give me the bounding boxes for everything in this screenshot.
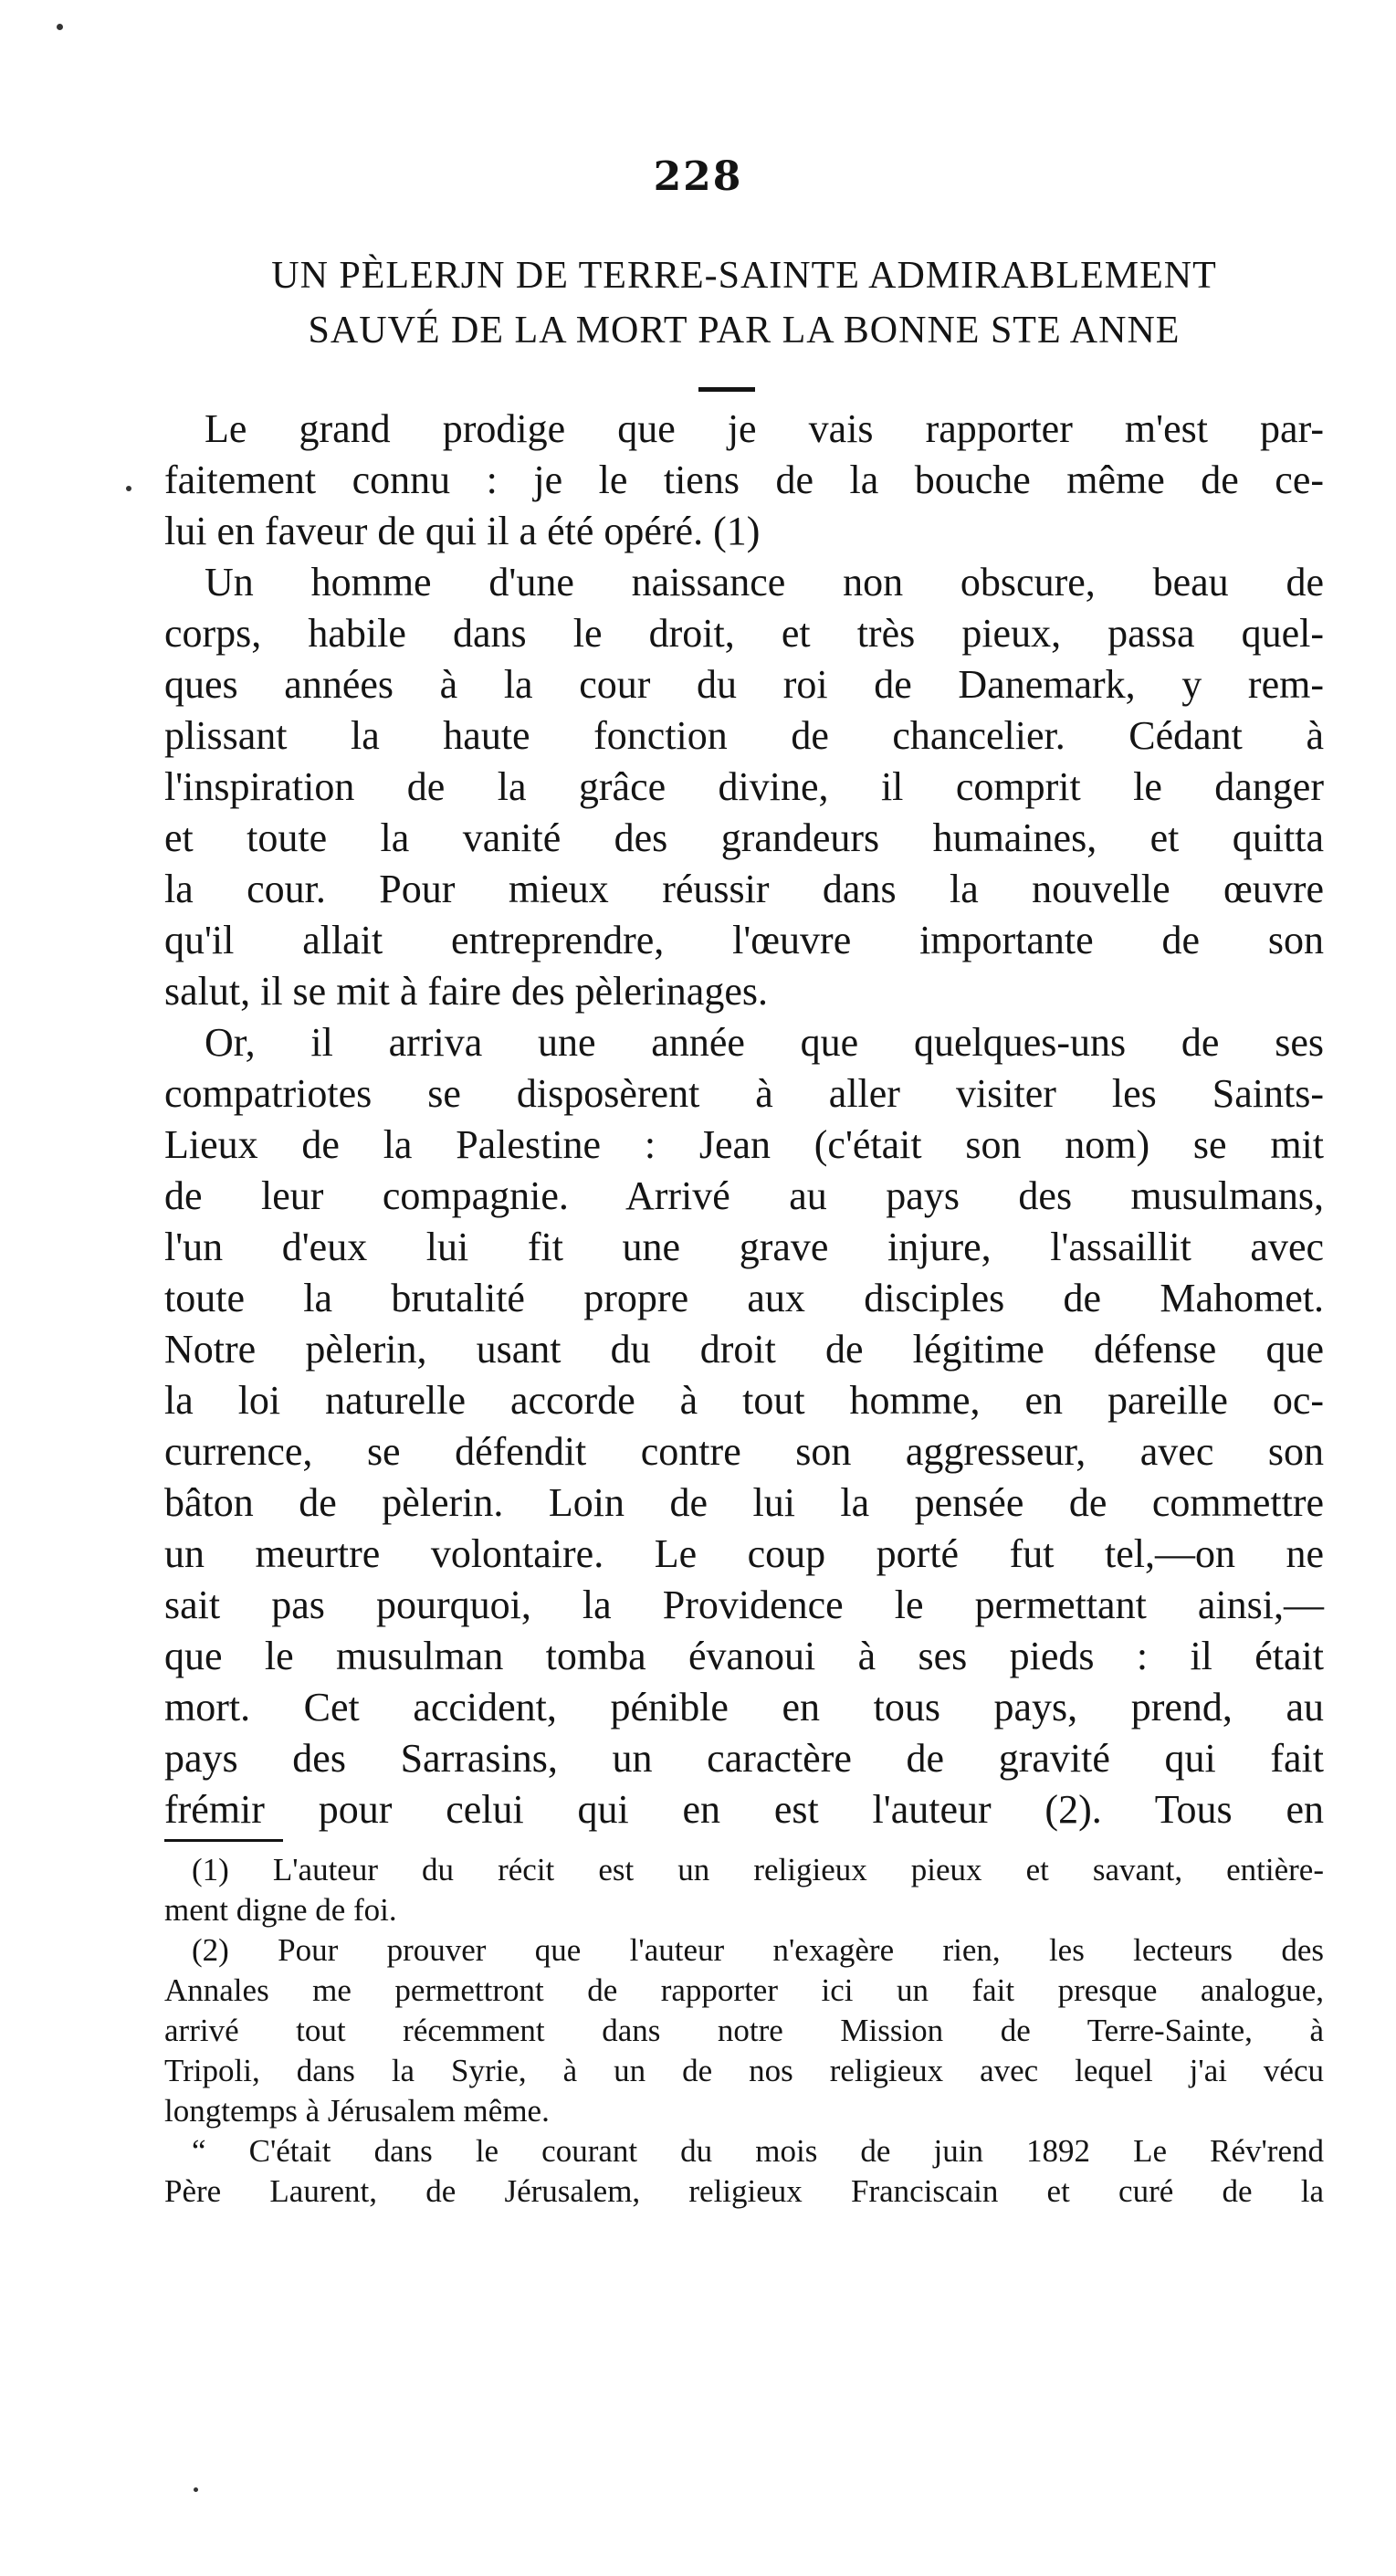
body-line: Lieux de la Palestine : Jean (c'était son nom) se mit: [164, 1122, 1324, 1167]
body-line: salut, il se mit à faire des pèlerinages.: [164, 969, 768, 1014]
body-line: plissant la haute fonction de chancelier. Cédant à: [164, 713, 1324, 758]
chapter-title-line-1: UN PÈLERJN DE TERRE-SAINTE ADMIRABLEMENT: [271, 255, 1217, 297]
body-line: l'un d'eux lui fit une grave injure, l'assaillit avec: [164, 1225, 1324, 1269]
footnote-line: longtemps à Jérusalem même.: [164, 2093, 550, 2129]
body-line: ques années à la cour du roi de Danemark, y rem-: [164, 662, 1324, 707]
footnote-line: ment digne de foi.: [164, 1892, 397, 1928]
body-line: et toute la vanité des grandeurs humaines, et quitta: [164, 815, 1324, 860]
body-line: faitement connu : je le tiens de la bouche même de ce-: [164, 457, 1324, 502]
body-line: qu'il allait entreprendre, l'œuvre importante de son: [164, 918, 1324, 962]
footnote-line: (2) Pour prouver que l'auteur n'exagère rien, les lecteurs des: [192, 1932, 1324, 1968]
body-line: lui en faveur de qui il a été opéré. (1): [164, 509, 761, 553]
scan-speck: [57, 24, 63, 30]
body-line: la cour. Pour mieux réussir dans la nouvelle œuvre: [164, 867, 1324, 911]
body-line: Le grand prodige que je vais rapporter m'est par-: [205, 406, 1324, 451]
body-line: de leur compagnie. Arrivé au pays des musulmans,: [164, 1173, 1324, 1218]
chapter-title-line-2: SAUVÉ DE LA MORT PAR LA BONNE STE ANNE: [308, 310, 1181, 352]
page-number: 228: [653, 153, 743, 200]
body-line: frémir pour celui qui en est l'auteur (2). Tous en: [164, 1787, 1324, 1832]
body-line: que le musulman tomba évanoui à ses pieds : il était: [164, 1634, 1324, 1678]
body-line: currence, se défendit contre son aggresseur, avec son: [164, 1429, 1324, 1474]
body-line: Notre pèlerin, usant du droit de légitime défense que: [164, 1327, 1324, 1372]
scan-speck: [194, 2487, 198, 2492]
footnote-separator: [164, 1839, 283, 1842]
body-line: la loi naturelle accorde à tout homme, en pareille oc-: [164, 1378, 1324, 1423]
footnote-line: (1) L'auteur du récit est un religieux pieux et savant, entière-: [192, 1852, 1324, 1887]
body-line: toute la brutalité propre aux disciples de Mahomet.: [164, 1276, 1324, 1320]
body-line: pays des Sarrasins, un caractère de gravité qui fait: [164, 1736, 1324, 1781]
body-line: un meurtre volontaire. Le coup porté fut tel,—on ne: [164, 1531, 1324, 1576]
body-line: sait pas pourquoi, la Providence le permettant ainsi,—: [164, 1582, 1324, 1627]
body-line: l'inspiration de la grâce divine, il comprit le danger: [164, 764, 1324, 809]
body-line: Un homme d'une naissance non obscure, beau de: [205, 560, 1324, 605]
footnote-line: Annales me permettront de rapporter ici un fait presque analogue,: [164, 1972, 1324, 2008]
footnote-line: Tripoli, dans la Syrie, à un de nos religieux avec lequel j'ai vécu: [164, 2053, 1324, 2088]
body-line: mort. Cet accident, pénible en tous pays, prend, au: [164, 1685, 1324, 1730]
body-line: Or, il arriva une année que quelques-uns de ses: [205, 1020, 1324, 1065]
body-line: bâton de pèlerin. Loin de lui la pensée de commettre: [164, 1480, 1324, 1525]
footnote-line: arrivé tout récemment dans notre Mission de Terre-Sainte, à: [164, 2013, 1324, 2048]
title-separator: [698, 387, 755, 392]
body-line: compatriotes se disposèrent à aller visiter les Saints-: [164, 1071, 1324, 1116]
footnote-line: Père Laurent, de Jérusalem, religieux Franciscain et curé de la: [164, 2173, 1324, 2209]
body-line: corps, habile dans le droit, et très pieux, passa quel-: [164, 611, 1324, 656]
scan-speck: [126, 486, 131, 491]
footnote-line: “ C'était dans le courant du mois de juin 1892 Le Rév'rend: [192, 2133, 1324, 2169]
